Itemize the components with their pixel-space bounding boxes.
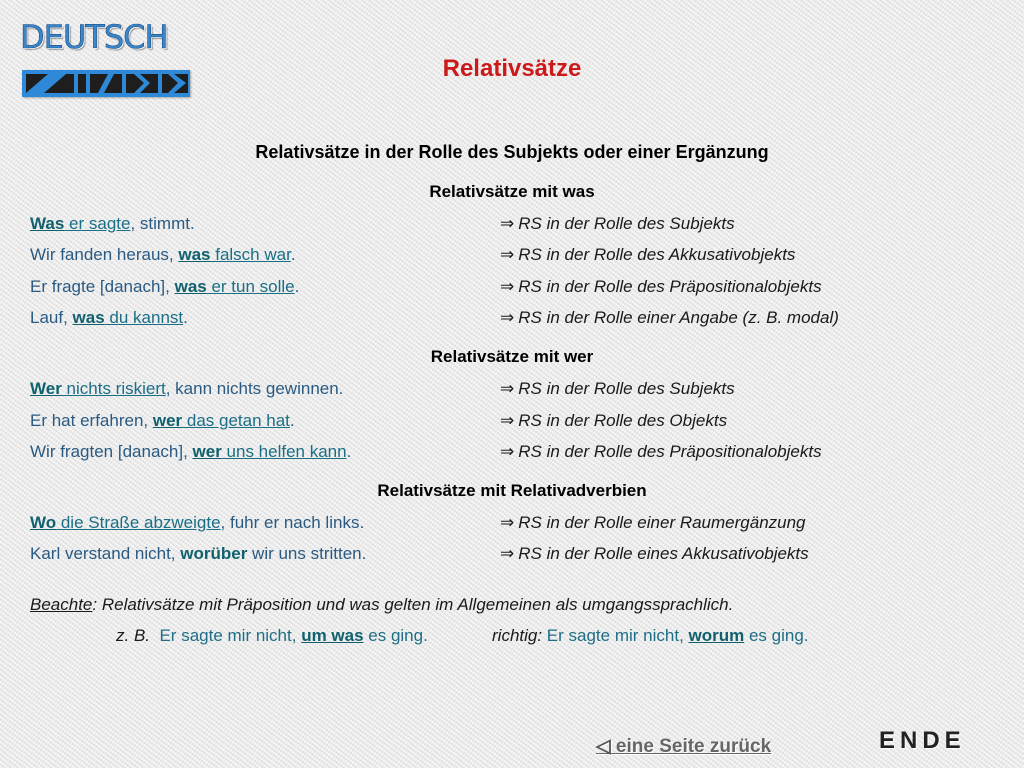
note-beachte: Beachte: Relativsätze mit Präposition und was gelten im Allgemeinen als umgangssprachlich. [30,595,734,614]
note-label: Beachte [30,595,93,614]
page-title: Relativsätze [442,55,582,82]
section-heading-was: Relativsätze mit was [429,182,595,201]
example-sentence: Wir fragten [danach], wer uns helfen kann. [30,442,352,461]
example-sentence: Wer nichts riskiert, kann nichts gewinnen. [30,379,344,398]
back-link-label: eine Seite zurück [615,736,772,757]
function-label: ⇒ RS in der Rolle des Präpositionalobjekts [500,442,822,461]
example-sentence: Wo die Straße abzweigte, fuhr er nach links. [30,513,365,532]
implies-arrow-icon: ⇒ [500,513,515,532]
function-label: ⇒ RS in der Rolle einer Raumergänzung [500,513,806,532]
example-sentence: Er hat erfahren, wer das getan hat. [30,411,295,430]
example-right: richtig: Er sagte mir nicht, worum es ging. [492,626,809,645]
function-label: ⇒ RS in der Rolle des Präpositionalobjekts [500,277,822,296]
function-label: ⇒ RS in der Rolle des Subjekts [500,214,735,233]
back-link[interactable] [596,735,771,758]
example-sentence: Wir fanden heraus, was falsch war. [30,245,296,264]
end-button[interactable]: ENDE [879,727,966,754]
example-sentence: Was er sagte, stimmt. [30,214,195,233]
example-row [0,245,1024,267]
section-heading-wer: Relativsätze mit wer [430,347,594,366]
example-row [0,379,1024,401]
example-row [0,411,1024,433]
example-sentence: Er fragte [danach], was er tun solle. [30,277,300,296]
implies-arrow-icon: ⇒ [500,214,515,233]
implies-arrow-icon: ⇒ [500,308,515,327]
example-wrong: z. B. Er sagte mir nicht, um was es ging. [116,626,428,645]
implies-arrow-icon: ⇒ [500,411,515,430]
function-label: ⇒ RS in der Rolle des Subjekts [500,379,735,398]
example-sentence: Karl verstand nicht, worüber wir uns stritten. [30,544,367,563]
example-row [0,544,1024,566]
example-sentence: Lauf, was du kannst. [30,308,188,327]
implies-arrow-icon: ⇒ [500,379,515,398]
section-heading-relativadverbien: Relativsätze mit Relativadverbien [377,481,647,500]
function-label: ⇒ RS in der Rolle einer Angabe (z. B. modal) [500,308,839,327]
function-label: ⇒ RS in der Rolle eines Akkusativobjekts [500,544,809,563]
example-row [0,277,1024,299]
implies-arrow-icon: ⇒ [500,277,515,296]
back-triangle-icon: ◁ [596,736,611,757]
main-heading: Relativsätze in der Rolle des Subjekts oder einer Ergänzung [255,142,769,162]
implies-arrow-icon: ⇒ [500,544,515,563]
implies-arrow-icon: ⇒ [500,245,515,264]
function-label: ⇒ RS in der Rolle des Akkusativobjekts [500,245,796,264]
example-row [0,513,1024,535]
implies-arrow-icon: ⇒ [500,442,515,461]
example-row [0,442,1024,464]
logo-deutsch: DEUTSCH [20,18,168,56]
example-row [0,214,1024,236]
example-row [0,308,1024,330]
function-label: ⇒ RS in der Rolle des Objekts [500,411,728,430]
